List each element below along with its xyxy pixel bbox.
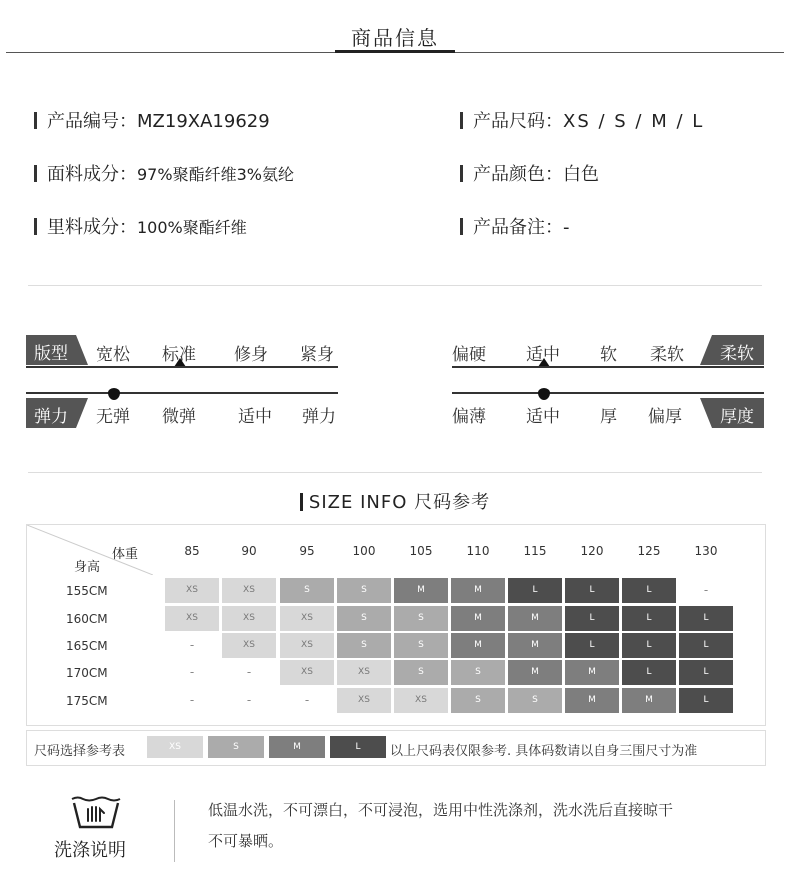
size-cell-empty: -: [304, 693, 310, 707]
size-cell-l: L: [622, 578, 676, 603]
thick-option-4: 偏厚: [648, 407, 682, 427]
size-cell-xs: XS: [280, 633, 334, 658]
page-title: 商品信息: [351, 26, 439, 50]
weight-col-110: 110: [466, 544, 490, 558]
size-cell-xs: XS: [222, 633, 276, 658]
size-cell-xs: XS: [394, 688, 448, 713]
elastic-option-4: 弹力: [302, 407, 336, 427]
title-bar: [300, 493, 303, 511]
size-cell-s: S: [337, 578, 391, 603]
wash-divider: [174, 800, 175, 862]
info-color: 产品颜色：白色: [460, 160, 599, 186]
soft-option-2: 适中: [526, 345, 560, 365]
height-row-label: 155CM: [66, 584, 108, 598]
size-cell-m: M: [508, 633, 562, 658]
elastic-marker: [108, 388, 120, 400]
weight-col-125: 125: [637, 544, 661, 558]
info-bar: [460, 218, 463, 235]
height-row-label: 160CM: [66, 612, 108, 626]
size-cell-s: S: [394, 633, 448, 658]
size-cell-s: S: [280, 578, 334, 603]
size-cell-s: S: [451, 660, 505, 685]
size-cell-l: L: [679, 688, 733, 713]
size-cell-empty: -: [189, 693, 195, 707]
size-cell-s: S: [337, 606, 391, 631]
size-cell-xs: XS: [222, 578, 276, 603]
size-cell-xs: XS: [280, 606, 334, 631]
weight-col-85: 85: [184, 544, 200, 558]
legend-xs: XS: [147, 736, 203, 758]
tag-fit-label: 版型: [34, 344, 68, 364]
info-bar: [34, 218, 37, 235]
size-cell-l: L: [565, 578, 619, 603]
weight-col-120: 120: [580, 544, 604, 558]
info-bar: [460, 165, 463, 182]
wash-line-1: 低温水洗，不可漂白，不可浸泡，选用中性洗涤剂，洗水洗后直接晾干: [208, 801, 674, 819]
info-lining: 里料成分：100%聚酯纤维: [34, 213, 247, 239]
soft-option-4: 柔软: [650, 345, 684, 365]
tag-thick-label: 厚度: [720, 407, 754, 427]
info-product-code-value: MZ19XA19629: [137, 111, 270, 132]
weight-col-105: 105: [409, 544, 433, 558]
elastic-scale-line: [26, 392, 338, 394]
info-note: 产品备注：-: [460, 213, 570, 239]
size-cell-xs: XS: [165, 578, 219, 603]
thick-option-1: 偏薄: [452, 407, 486, 427]
size-cell-l: L: [679, 606, 733, 631]
size-cell-l: L: [622, 633, 676, 658]
size-cell-l: L: [679, 633, 733, 658]
elastic-option-1: 无弹: [96, 407, 130, 427]
tag-soft-label: 柔软: [720, 344, 754, 364]
size-cell-empty: -: [703, 583, 709, 597]
height-header: 身高: [74, 560, 101, 575]
info-fabric: 面料成分：97%聚酯纤维3%氨纶: [34, 160, 294, 186]
size-cell-m: M: [451, 606, 505, 631]
size-cell-empty: -: [189, 638, 195, 652]
info-lining-value: 100%聚酯纤维: [137, 218, 247, 237]
size-cell-m: M: [508, 606, 562, 631]
thick-option-3: 厚: [600, 407, 617, 427]
fit-option-3: 修身: [234, 345, 268, 365]
legend-note: 以上尺码表仅限参考. 具体码数请以自身三围尺寸为准: [390, 744, 698, 759]
weight-col-95: 95: [299, 544, 315, 558]
info-note-value: -: [563, 217, 570, 238]
size-cell-l: L: [622, 606, 676, 631]
size-cell-m: M: [565, 660, 619, 685]
size-cell-xs: XS: [337, 688, 391, 713]
wash-title: 洗涤说明: [54, 840, 126, 861]
size-cell-s: S: [394, 660, 448, 685]
thick-marker: [538, 388, 550, 400]
info-fabric-value: 97%聚酯纤维3%氨纶: [137, 165, 294, 184]
size-cell-s: S: [508, 688, 562, 713]
thick-option-2: 适中: [526, 407, 560, 427]
size-cell-xs: XS: [280, 660, 334, 685]
info-bar: [34, 112, 37, 129]
info-bar: [34, 165, 37, 182]
header-underline: [335, 50, 455, 53]
fit-option-4: 紧身: [300, 345, 334, 365]
soft-option-3: 软: [600, 345, 617, 365]
hand-wash-icon: [70, 795, 122, 831]
info-product-size: 产品尺码：XS / S / M / L: [460, 107, 704, 133]
section-divider: [28, 472, 762, 473]
soft-scale-line: [452, 366, 764, 368]
tag-elastic-label: 弹力: [34, 407, 68, 427]
size-cell-m: M: [451, 578, 505, 603]
info-bar: [460, 112, 463, 129]
section-divider: [28, 285, 762, 286]
wash-line-2: 不可暴晒。: [208, 832, 284, 850]
soft-option-1: 偏硬: [452, 345, 486, 365]
size-cell-m: M: [565, 688, 619, 713]
size-cell-l: L: [622, 660, 676, 685]
size-cell-l: L: [508, 578, 562, 603]
fit-scale-line: [26, 366, 338, 368]
size-cell-xs: XS: [165, 606, 219, 631]
fit-option-1: 宽松: [96, 345, 130, 365]
size-cell-s: S: [451, 688, 505, 713]
size-cell-xs: XS: [222, 606, 276, 631]
height-row-label: 170CM: [66, 666, 108, 680]
legend-s: S: [208, 736, 264, 758]
size-cell-m: M: [394, 578, 448, 603]
fit-option-2: 标准: [162, 345, 196, 365]
elastic-option-2: 微弹: [162, 407, 196, 427]
weight-col-130: 130: [694, 544, 718, 558]
info-product-code: 产品编号：MZ19XA19629: [34, 107, 270, 133]
size-cell-l: L: [565, 606, 619, 631]
legend-m: M: [269, 736, 325, 758]
height-row-label: 165CM: [66, 639, 108, 653]
size-info-title: SIZE INFO 尺码参考: [0, 488, 790, 514]
thick-scale-line: [452, 392, 764, 394]
weight-col-115: 115: [523, 544, 547, 558]
size-cell-m: M: [451, 633, 505, 658]
info-product-size-value: XS / S / M / L: [563, 111, 705, 132]
size-cell-m: M: [508, 660, 562, 685]
size-cell-l: L: [679, 660, 733, 685]
elastic-option-3: 适中: [238, 407, 272, 427]
legend-label: 尺码选择参考表: [34, 744, 126, 759]
size-cell-empty: -: [189, 665, 195, 679]
size-cell-s: S: [337, 633, 391, 658]
size-cell-empty: -: [246, 693, 252, 707]
weight-col-90: 90: [241, 544, 257, 558]
weight-header: 体重: [112, 547, 139, 562]
size-cell-xs: XS: [337, 660, 391, 685]
weight-col-100: 100: [352, 544, 376, 558]
size-cell-s: S: [394, 606, 448, 631]
info-color-value: 白色: [563, 164, 599, 185]
height-row-label: 175CM: [66, 694, 108, 708]
legend-l: L: [330, 736, 386, 758]
size-cell-m: M: [622, 688, 676, 713]
size-cell-l: L: [565, 633, 619, 658]
size-cell-empty: -: [246, 665, 252, 679]
